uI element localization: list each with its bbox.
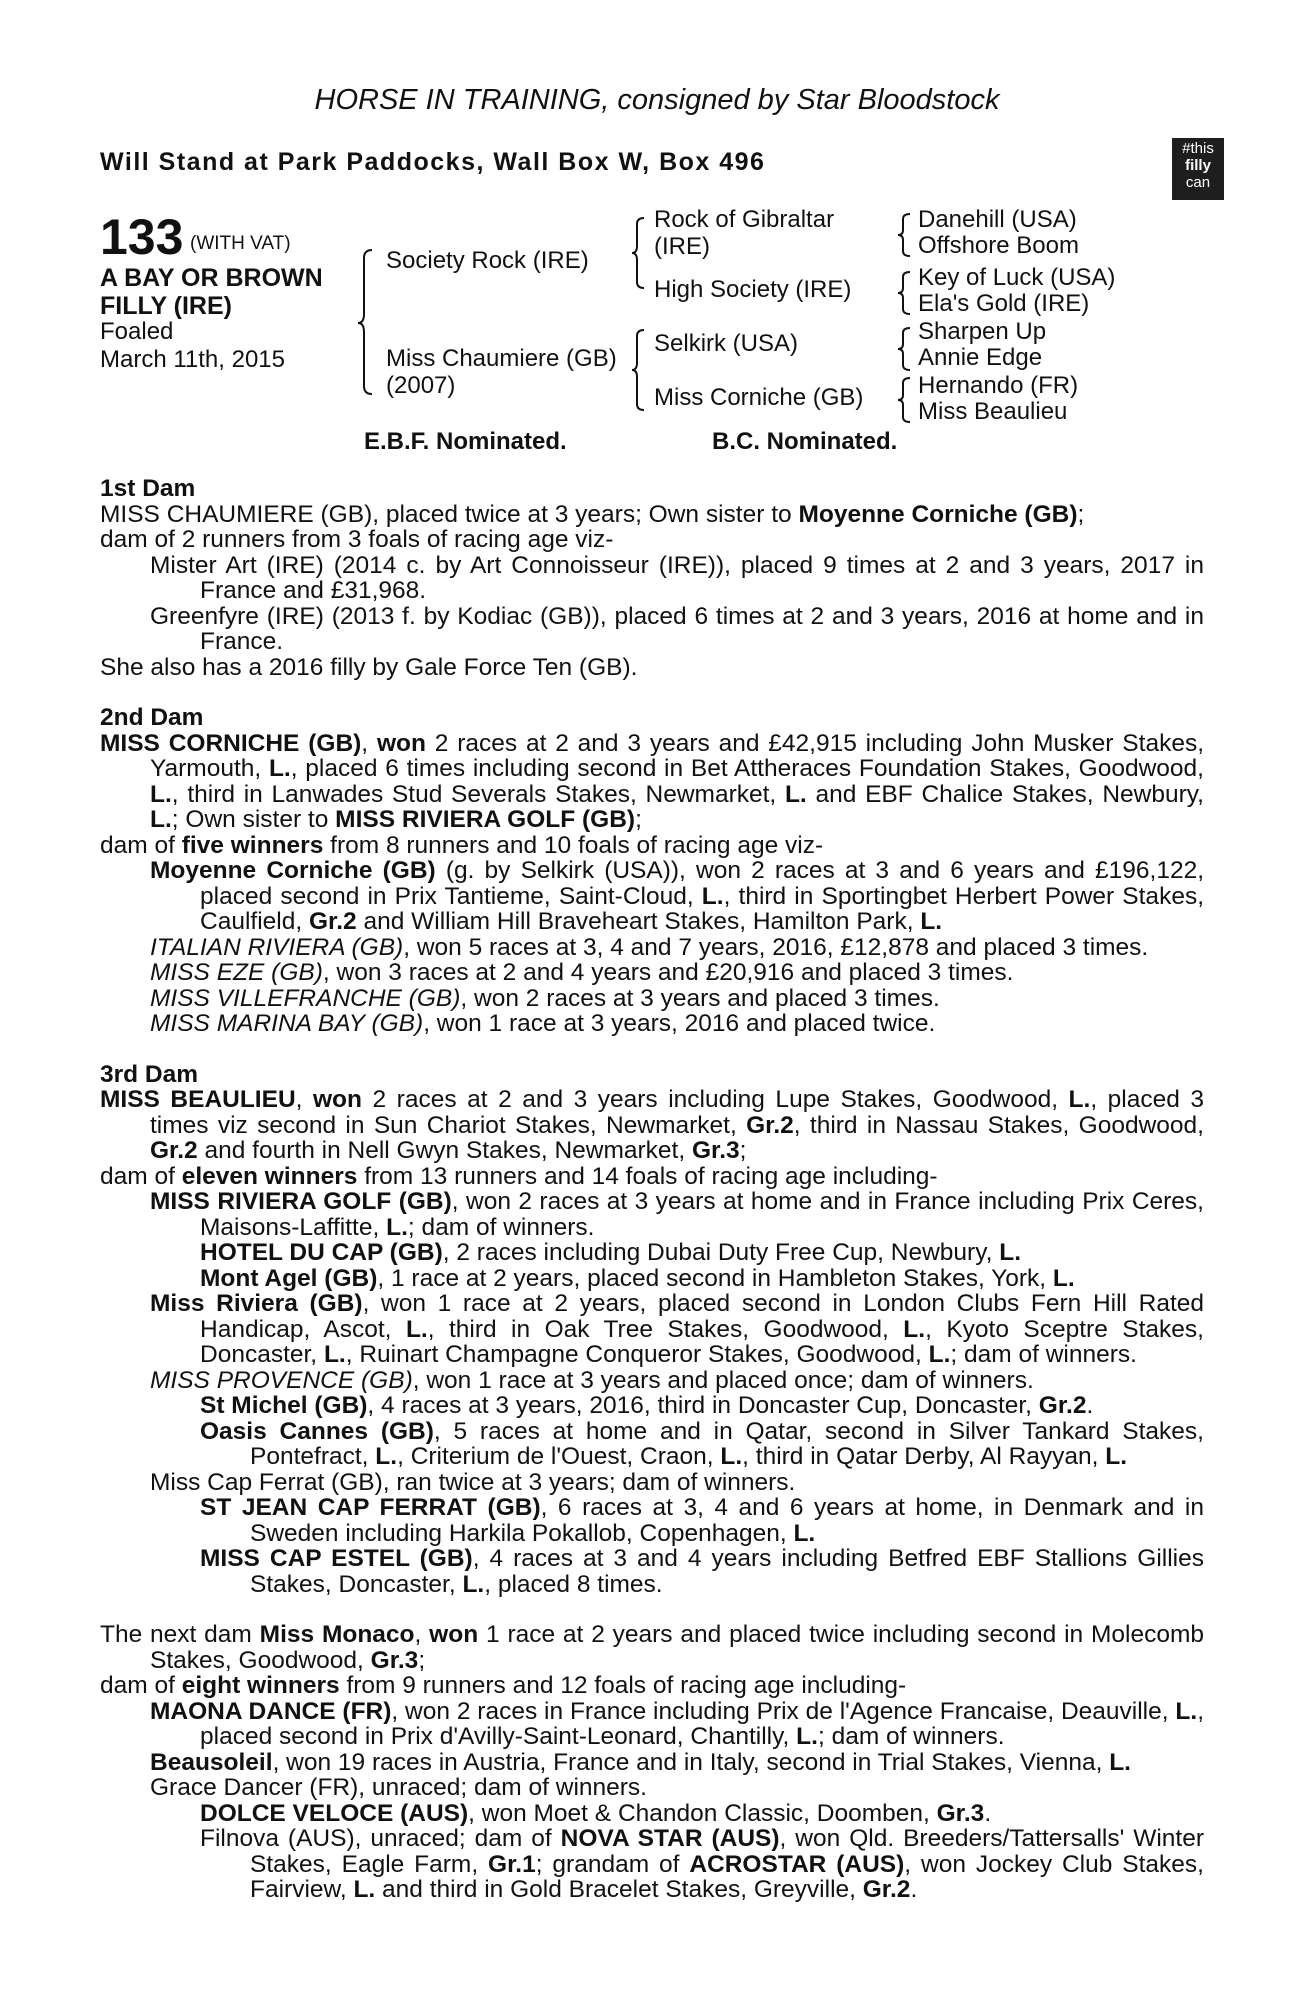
produce-entry: Greenfyre (IRE) (2013 f. by Kodiac (GB)), placed 6 times at 2 and 3 years, 2016 at home and in France. [150, 602, 1204, 655]
produce-entry [100, 1750, 1204, 1776]
listed-mark: L. [1175, 1697, 1198, 1725]
produce-entry: Mister Art (IRE) (2014 c. by Art Connoisseur (IRE)), placed 9 times at 2 and 3 years, 2017 in France and £31,968. [150, 551, 1204, 604]
pedigree-bracket [898, 376, 912, 424]
pedigree-ggparent: Offshore Boom [918, 232, 1079, 259]
text: , won 5 races at 3, 4 and 7 years, 2016, £12,878 and placed 3 times. [403, 933, 1149, 961]
text: , won 2 races at 3 years at home and in France including Prix Ceres, Maisons-Laffitte, [200, 1188, 1204, 1241]
produce-entry [100, 1240, 1204, 1266]
grandsire-country: (IRE) [654, 233, 710, 260]
horse-name: Oasis Cannes (GB) [200, 1417, 434, 1445]
listed-mark: L. [268, 755, 291, 782]
listed-mark: L. [386, 1213, 408, 1241]
text: ; Own sister to [171, 806, 336, 833]
text: , won 1 race at 2 years, placed second in London Clubs Fern Hill Rated Handicap, Ascot, [200, 1290, 1205, 1343]
produce-entry [100, 1826, 1204, 1903]
horse-name: MISS CORNICHE (GB) [100, 729, 362, 757]
horse-name: Miss Riviera (GB) [150, 1290, 363, 1317]
horse-name: MISS RIVIERA GOLF (GB) [150, 1188, 452, 1215]
text: ; [418, 1646, 426, 1674]
pedigree-ggparent: Miss Beaulieu [918, 398, 1068, 425]
produce-intro [100, 1164, 1204, 1190]
text: , third in Oak Tree Stakes, Goodwood, [427, 1315, 904, 1343]
horse-name: ACROSTAR (AUS) [689, 1850, 905, 1878]
text: , placed second in Prix d'Avilly-Saint-Leonard, Chantilly, [200, 1697, 1204, 1750]
text: The next dam [100, 1621, 260, 1648]
grade-mark: Gr.3 [691, 1137, 740, 1164]
ebf-nomination: E.B.F. Nominated. [364, 428, 567, 455]
text: (g. by Selkirk (USA)), won 2 races at 3 and 6 years and £196,122, placed second in Prix Tantieme, Saint-Cloud, [200, 857, 1204, 910]
horse-name: Moyenne Corniche (GB) [150, 857, 436, 884]
description-line: A BAY OR BROWN [100, 264, 323, 292]
text: MISS CHAUMIERE (GB), placed twice at 3 years; Own sister to [100, 500, 799, 528]
dam-summary [100, 502, 1204, 528]
badge-line: can [1185, 174, 1211, 191]
text: , third in Qatar Derby, Al Rayyan, [742, 1443, 1106, 1470]
horse-name: MISS RIVIERA GOLF (GB) [335, 806, 636, 833]
description-line: FILLY (IRE) [100, 292, 232, 320]
horse-name: Miss Monaco [259, 1621, 415, 1648]
listed-mark: L. [720, 1443, 743, 1470]
produce-entry [100, 935, 1204, 961]
listed-mark: L. [462, 1570, 485, 1598]
produce-entry [100, 1368, 1204, 1394]
text: from 9 runners and 12 foals of racing age including- [339, 1672, 907, 1699]
winners-count: five winners [181, 831, 324, 859]
produce-intro [100, 833, 1204, 859]
text: ; [1077, 500, 1085, 528]
pedigree-ggparent: Danehill (USA) [918, 206, 1077, 233]
horse-name: St Michel (GB) [200, 1392, 368, 1419]
text: , third in Sportingbet Herbert Power Stakes, Caulfield, [200, 882, 1204, 935]
foaled-label: Foaled [100, 318, 174, 345]
text: and William Hill Braveheart Stakes, Hamilton Park, [356, 908, 921, 935]
grade-mark: Gr.2 [746, 1111, 794, 1139]
badge-line: filly [1185, 157, 1211, 174]
grade-mark: Gr.1 [488, 1850, 536, 1878]
listed-mark: L. [701, 882, 724, 910]
pedigree-sire-sire [654, 206, 834, 260]
listed-mark: L. [1068, 1086, 1091, 1113]
text: , 5 races at home and in Qatar, second in Silver Tankard Stakes, Pontefract, [250, 1417, 1204, 1470]
text: , placed 8 times. [484, 1570, 663, 1598]
horse-name: MISS EZE (GB) [150, 959, 323, 986]
produce-entry [100, 1801, 1204, 1827]
dam-summary: MISS CORNICHE (GB), won 2 races at 2 and 3 years and £42,915 including John Musker Stakes, Yarmouth, L., placed 6 times including second in Bet Attheraces Foundation Stakes, Goodwood, L., third in Lanwades Stud Severals Stakes, Newmarket, L. and EBF Chalice Stakes, Newbury, L.; Own sister to MISS RIVIERA GOLF (GB); [100, 729, 1204, 833]
text: , Criterium de l'Ouest, Craon, [397, 1443, 721, 1470]
bc-nomination: B.C. Nominated. [712, 428, 898, 455]
grade-mark: Gr.2 [862, 1876, 911, 1903]
text: , won Qld. Breeders/Tattersalls' Winter Stakes, Eagle Farm, [250, 1825, 1204, 1878]
text: , won 2 races at 3 years and placed 3 times. [460, 984, 940, 1012]
horse-name: Beausoleil [150, 1748, 273, 1776]
vat-label: (WITH VAT) [190, 233, 291, 254]
pedigree-sire: Society Rock (IRE) [386, 247, 589, 274]
produce-entry [100, 1419, 1204, 1470]
grade-mark: Gr.3 [370, 1646, 419, 1674]
listed-mark: L. [793, 1519, 816, 1547]
text: ; dam of winners. [407, 1213, 595, 1241]
text: won [313, 1086, 362, 1113]
text: , third in Lanwades Stud Severals Stakes, Newmarket, [171, 780, 785, 808]
dam-name: Miss Chaumiere (GB) [386, 345, 617, 372]
text: , won 2 races in France including Prix de l'Agence Francaise, Deauville, [391, 1697, 1176, 1725]
listed-mark: L. [323, 1341, 346, 1368]
text: , won 19 races in Austria, France and in Italy, second in Trial Stakes, Vienna, [272, 1748, 1110, 1776]
grade-mark: Gr.2 [308, 908, 357, 935]
grade-mark: Gr.2 [150, 1137, 198, 1164]
produce-entry [100, 1699, 1204, 1750]
pedigree-bracket [898, 212, 912, 258]
produce-entry [100, 1291, 1204, 1368]
produce-entry: St Michel (GB), 4 races at 3 years, 2016, third in Doncaster Cup, Doncaster, Gr.2. [200, 1392, 1094, 1419]
listed-mark: L. [796, 1723, 818, 1750]
produce-note: She also has a 2016 filly by Gale Force Ten (GB). [100, 653, 638, 681]
listed-mark: L. [375, 1443, 398, 1470]
produce-entry [100, 1495, 1204, 1546]
text: , third in Nassau Stakes, Goodwood, [793, 1111, 1204, 1139]
horse-name: ST JEAN CAP FERRAT (GB) [200, 1494, 541, 1521]
horse-name: MISS PROVENCE (GB) [150, 1366, 413, 1394]
text: , 4 races at 3 years, 2016, third in Doncaster Cup, Doncaster, [367, 1392, 1039, 1419]
produce-entry [100, 986, 1204, 1012]
text: dam of [100, 1162, 182, 1190]
produce-entry: Miss Cap Ferrat (GB), ran twice at 3 years; dam of winners. [150, 1468, 796, 1496]
text: , placed 6 times including second in Bet Attheraces Foundation Stakes, Goodwood, [290, 755, 1204, 782]
listed-mark: L. [405, 1315, 428, 1343]
text: , won 3 races at 2 and 4 years and £20,916 and placed 3 times. [322, 959, 1014, 986]
text: dam of [100, 831, 182, 859]
produce-entry [100, 960, 1204, 986]
text: and third in Gold Bracelet Stakes, Greyville, [375, 1876, 863, 1903]
horse-name: MISS MARINA BAY (GB) [150, 1010, 424, 1037]
listed-mark: L. [784, 780, 807, 808]
grandsire-name: Rock of Gibraltar [654, 206, 835, 233]
lot-description [100, 264, 360, 320]
pedigree-ggparent: Key of Luck (USA) [918, 264, 1116, 291]
listed-mark: L. [999, 1239, 1022, 1266]
text: 2 races at 2 and 3 years including Lupe Stakes, Goodwood, [362, 1086, 1069, 1113]
pedigree-ggparent: Sharpen Up [918, 318, 1047, 345]
text: ; dam of winners. [817, 1723, 1005, 1750]
produce-entry [100, 1189, 1204, 1240]
dam-year: (2007) [386, 372, 456, 399]
text: , Kyoto Sceptre Stakes, Doncaster, [200, 1315, 1204, 1368]
section-heading: 1st Dam [100, 475, 196, 502]
text: 1 race at 2 years and placed twice including second in Molecomb Stakes, Goodwood, [150, 1621, 1205, 1674]
produce-entry [100, 1266, 1204, 1292]
grade-mark: Gr.3 [936, 1799, 985, 1827]
pedigree-ggparent: Annie Edge [918, 344, 1043, 371]
text: won [376, 729, 426, 757]
text: , won 1 race at 3 years, 2016 and placed twice. [423, 1010, 936, 1037]
text: , placed 3 times viz second in Sun Chariot Stakes, Newmarket, [150, 1086, 1205, 1139]
text: . [984, 1799, 992, 1827]
pedigree-bracket [632, 216, 648, 290]
lot-number: 133 [100, 209, 184, 265]
text: , 1 race at 2 years, placed second in Hambleton Stakes, York, [377, 1264, 1053, 1292]
grade-mark: Gr.2 [1038, 1392, 1087, 1419]
dam-summary: MISS BEAULIEU, won 2 races at 2 and 3 years including Lupe Stakes, Goodwood, L., placed 3 times viz second in Sun Chariot Stakes, Newmarket, Gr.2, third in Nassau Stakes, Goodwood, Gr.2 and fourth in Nell Gwyn Stakes, Newmarket, Gr.3; [100, 1086, 1205, 1164]
listed-mark: L. [928, 1341, 951, 1368]
section-heading: 2nd Dam [100, 704, 204, 731]
text: . [910, 1876, 918, 1903]
text: won [429, 1621, 479, 1648]
text: , 6 races at 3, 4 and 6 years at home, in Denmark and in Sweden including Harkila Pokallob, Copenhagen, [250, 1494, 1204, 1547]
text: Filnova (AUS), unraced; dam of [200, 1825, 561, 1852]
text: ; [635, 806, 642, 833]
horse-name: NOVA STAR (AUS) [560, 1825, 780, 1852]
horse-name: HOTEL DU CAP (GB) [200, 1239, 443, 1266]
listed-mark: L. [1109, 1748, 1131, 1776]
text: ; grandam of [535, 1850, 690, 1878]
text: , 4 races at 3 and 4 years including Betfred EBF Stallions Gillies Stakes, Doncaster, [250, 1545, 1204, 1598]
badge-line: #this [1182, 140, 1214, 157]
horse-name: DOLCE VELOCE (AUS) [200, 1799, 469, 1827]
text: ; dam of winners. [950, 1341, 1137, 1368]
horse-name: MISS CAP ESTEL (GB) [200, 1545, 473, 1572]
listed-mark: L. [353, 1876, 376, 1903]
dam-summary: The next dam Miss Monaco, won 1 race at 2 years and placed twice including second in Molecomb Stakes, Goodwood, Gr.3; [100, 1621, 1205, 1674]
pedigree-ggparent: Ela's Gold (IRE) [918, 290, 1090, 317]
produce-entry [100, 858, 1204, 935]
catalogue-title: HORSE IN TRAINING, consigned by Star Bloodstock [314, 84, 1000, 116]
foaled-date: March 11th, 2015 [100, 346, 286, 373]
produce-entry [100, 1011, 1204, 1037]
pedigree-bracket [360, 248, 380, 398]
produce-intro: dam of 2 runners from 3 foals of racing age viz- [100, 526, 614, 553]
horse-name: ITALIAN RIVIERA (GB) [150, 933, 404, 961]
horse-name: MISS VILLEFRANCHE (GB) [150, 984, 461, 1012]
section-heading: 3rd Dam [100, 1060, 199, 1088]
foaled-info [100, 318, 285, 374]
text: , won 1 race at 3 years and placed once; dam of winners. [412, 1366, 1034, 1394]
horse-name: MISS BEAULIEU [100, 1086, 296, 1113]
text: ; [739, 1137, 747, 1164]
text: , 2 races including Dubai Duty Free Cup, Newbury, [442, 1239, 1000, 1266]
listed-mark: L. [150, 806, 172, 833]
pedigree-dam [386, 345, 617, 399]
this-filly-can-logo [1172, 138, 1224, 200]
text: from 8 runners and 10 foals of racing age viz- [323, 831, 824, 859]
horse-name: Moyenne Corniche (GB) [798, 500, 1078, 528]
pedigree-dam-dam: Miss Corniche (GB) [654, 384, 864, 411]
pedigree-bracket [898, 270, 912, 316]
stand-location: Will Stand at Park Paddocks, Wall Box W, Box 496 [100, 148, 766, 176]
text: 2 races at 2 and 3 years and £42,915 including John Musker Stakes, Yarmouth, [150, 729, 1204, 782]
winners-count: eleven winners [181, 1162, 358, 1190]
text: , won Jockey Club Stakes, Fairview, [250, 1850, 1204, 1903]
horse-name: Mont Agel (GB) [200, 1264, 378, 1292]
listed-mark: L. [1052, 1264, 1075, 1292]
produce-entry [100, 1546, 1204, 1597]
text: , won Moet & Chandon Classic, Doomben, [468, 1799, 937, 1827]
text: and fourth in Nell Gwyn Stakes, Newmarket, [197, 1137, 692, 1164]
pedigree-ggparent: Hernando (FR) [918, 372, 1079, 399]
text: dam of [100, 1672, 182, 1699]
text: and EBF Chalice Stakes, Newbury, [806, 780, 1204, 808]
pedigree-dam-sire: Selkirk (USA) [654, 330, 799, 357]
listed-mark: L. [1105, 1443, 1128, 1470]
pedigree-sire-dam: High Society (IRE) [654, 276, 852, 303]
text: , Ruinart Champagne Conqueror Stakes, Goodwood, [345, 1341, 929, 1368]
listed-mark: L. [920, 908, 943, 935]
produce-entry: Grace Dancer (FR), unraced; dam of winners. [150, 1774, 647, 1801]
listed-mark: L. [150, 780, 172, 808]
winners-count: eight winners [181, 1672, 340, 1699]
pedigree-bracket [632, 328, 648, 412]
text: from 13 runners and 14 foals of racing age including- [357, 1162, 938, 1190]
produce-intro [100, 1673, 1204, 1699]
listed-mark: L. [903, 1315, 926, 1343]
catalogue-body [100, 476, 1204, 1903]
horse-name: MAONA DANCE (FR) [150, 1697, 392, 1725]
pedigree-bracket [898, 326, 912, 372]
